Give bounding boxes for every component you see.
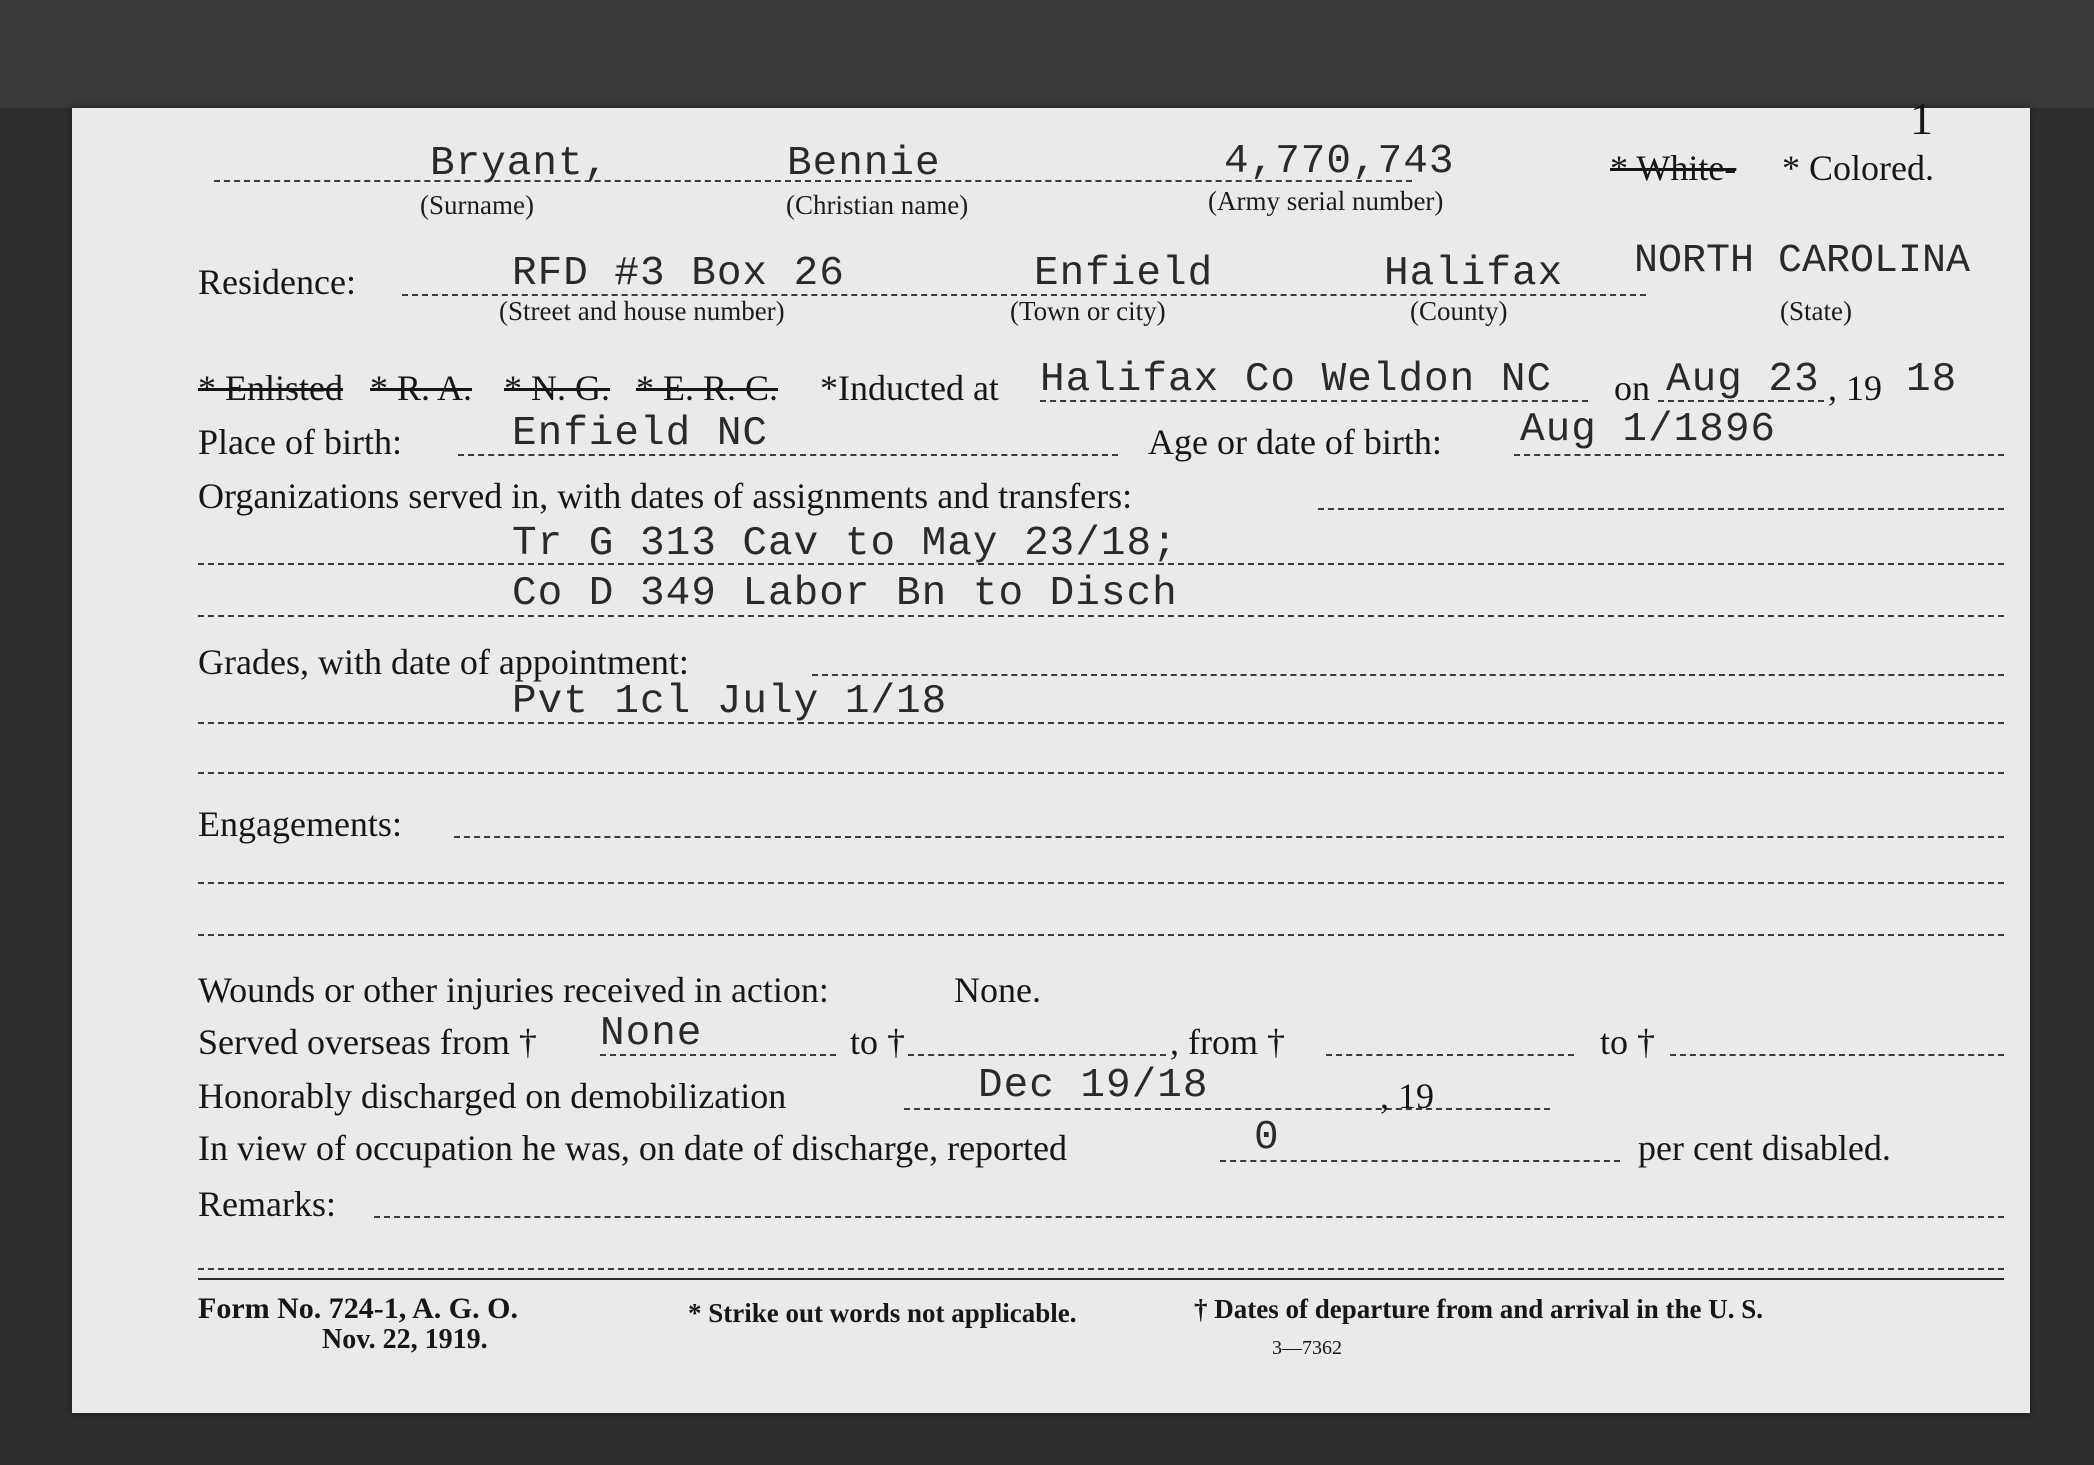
birth-place-value: Enfield NC: [512, 411, 769, 457]
print-code: 3—7362: [1272, 1337, 1342, 1359]
county-caption: (County): [1410, 296, 1508, 326]
birth-date-line: [1514, 454, 2004, 456]
state-caption: (State): [1780, 296, 1852, 326]
birth-date-value: Aug 1/1896: [1520, 407, 1777, 453]
organizations-line: [1318, 508, 2004, 510]
overseas-to-line: [908, 1054, 1166, 1056]
surname-value: Bryant,: [430, 141, 610, 187]
ra-option: * R. A.: [370, 368, 473, 408]
remarks-label: Remarks:: [198, 1184, 336, 1224]
christian-name-caption: (Christian name): [786, 190, 969, 220]
race-colored: * Colored.: [1782, 148, 1934, 188]
birth-place-label: Place of birth:: [198, 422, 402, 462]
county-value: Halifax: [1384, 251, 1564, 297]
street-value: RFD #3 Box 26: [512, 251, 845, 297]
birth-date-label: Age or date of birth:: [1148, 422, 1442, 462]
town-value: Enfield: [1034, 251, 1214, 297]
engagements-line-2: [198, 882, 2004, 884]
disability-line: [1220, 1160, 1620, 1162]
wounds-value: None.: [954, 970, 1041, 1010]
overseas-from-value: None: [600, 1011, 703, 1057]
serial-number-value: 4,770,743: [1224, 139, 1455, 185]
inducted-place-value: Halifax Co Weldon NC: [1040, 357, 1553, 403]
christian-name-value: Bennie: [787, 141, 941, 187]
town-caption: (Town or city): [1010, 296, 1166, 326]
from-label: , from †: [1170, 1022, 1285, 1062]
disability-label: In view of occupation he was, on date of discharge, reported: [198, 1128, 1068, 1168]
grades-label: Grades, with date of appointment:: [198, 642, 689, 682]
organizations-label: Organizations served in, with dates of assignments and transfers:: [198, 476, 1133, 516]
discharge-date-value: Dec 19/18: [978, 1063, 1209, 1109]
footer-rule: [198, 1278, 2004, 1280]
organization-2-value: Co D 349 Labor Bn to Disch: [512, 571, 1178, 617]
inducted-date-value: Aug 23: [1666, 357, 1820, 403]
disability-value: 0: [1254, 1115, 1280, 1161]
scanner-background: [0, 0, 2094, 108]
engagements-label: Engagements:: [198, 804, 402, 844]
erc-option: * E. R. C.: [636, 368, 779, 408]
to-label-1: to †: [850, 1022, 906, 1062]
form-date: Nov. 22, 1919.: [322, 1324, 488, 1355]
grade-line-2: [198, 772, 2004, 774]
discharge-year: , 19: [1380, 1076, 1434, 1116]
enlisted-option: * Enlisted: [198, 368, 343, 408]
engagements-line: [454, 836, 2004, 838]
service-record-card: [72, 93, 2030, 1413]
street-caption: (Street and house number): [499, 296, 785, 326]
year-suffix: 18: [1906, 357, 1958, 403]
engagements-line-3: [198, 934, 2004, 936]
disability-suffix: per cent disabled.: [1638, 1128, 1891, 1168]
discharge-label: Honorably discharged on demobilization: [198, 1076, 787, 1116]
wounds-label: Wounds or other injuries received in action:: [198, 970, 829, 1010]
on-label: on: [1614, 368, 1650, 408]
grade-line-1: [198, 722, 2004, 724]
to-label-2: to †: [1600, 1022, 1656, 1062]
strike-note: * Strike out words not applicable.: [688, 1298, 1077, 1328]
grades-line: [812, 674, 2004, 676]
inducted-label: *Inducted at: [820, 368, 999, 408]
surname-caption: (Surname): [420, 190, 534, 220]
residence-label: Residence:: [198, 262, 356, 302]
discharge-year-line: [1456, 1108, 1550, 1110]
ng-option: * N. G.: [504, 368, 610, 408]
overseas-from-2-line: [1326, 1054, 1574, 1056]
year-prefix: , 19: [1828, 368, 1882, 408]
serial-number-caption: (Army serial number): [1208, 186, 1444, 216]
state-value: NORTH CAROLINA: [1634, 239, 1971, 284]
organization-1-value: Tr G 313 Cav to May 23/18;: [512, 521, 1178, 567]
overseas-label: Served overseas from †: [198, 1022, 537, 1062]
form-number: Form No. 724-1, A. G. O.: [198, 1292, 518, 1325]
remarks-line-2: [198, 1268, 2004, 1270]
page-number: 1: [1910, 93, 1933, 144]
overseas-to-2-line: [1670, 1054, 2004, 1056]
grade-1-value: Pvt 1cl July 1/18: [512, 679, 948, 725]
remarks-line: [374, 1216, 2004, 1218]
race-white: * White-: [1610, 148, 1737, 188]
dates-note: † Dates of departure from and arrival in the U. S.: [1194, 1294, 1763, 1324]
